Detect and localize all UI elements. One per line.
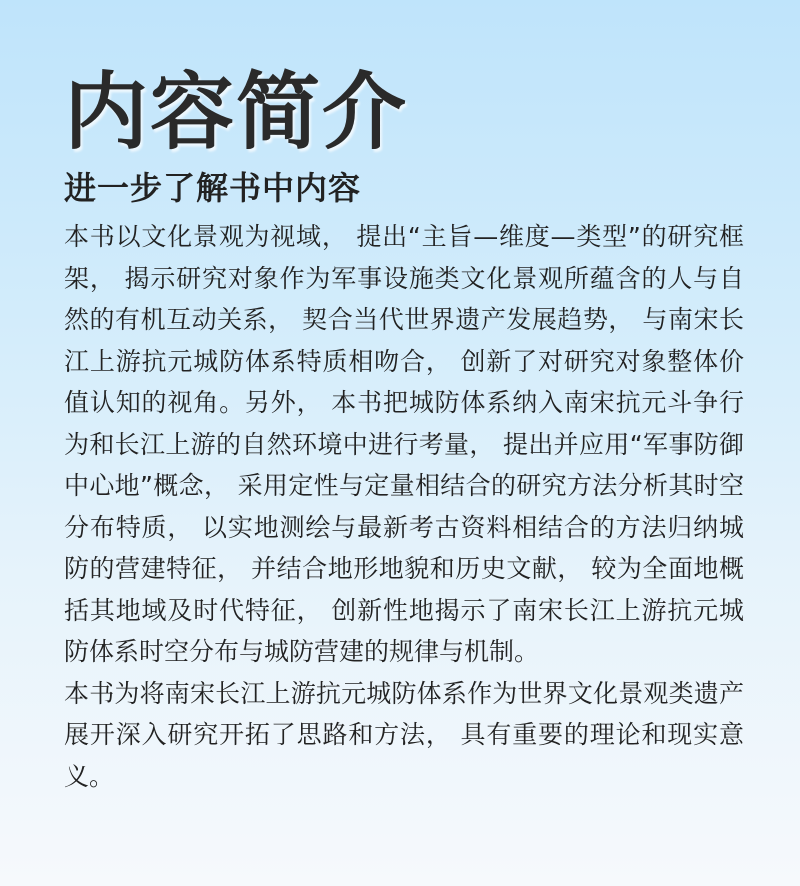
content-intro-page bbox=[64, 62, 744, 797]
page-subtitle: 进一步了解书中内容 bbox=[64, 169, 362, 207]
intro-paragraph-1: 本书以文化景观为视域， 提出“主旨—维度—类型”的研究框架， 揭示研究对象作为军事设施类文化景观所蕴含的人与自然的有机互动关系， 契合当代世界遗产发展趋势， 与南宋长江上游抗元城防体系特质相吻合， 创新了对研究对象整体价值认知的视角。另外， 本书把城防体系纳入南宋抗元斗争行为和长江上游的自然环境中进行考量， 提出并应用“军事防御中心地”概念， 采用定性与定量相结合的研究方法分析其时空分布特质， 以实地测绘与最新考古资料相结合的方法归纳城防的营建特征， 并结合地形地貌和历史文献， 较为全面地概括其地域及时代特征， 创新性地揭示了南宋长江上游抗元城防体系时空分布与城防营建的规律与机制。 bbox=[64, 222, 744, 666]
intro-body bbox=[64, 216, 744, 797]
intro-paragraph-2: 本书为将南宋长江上游抗元城防体系作为世界文化景观类遗产展开深入研究开拓了思路和方法， 具有重要的理论和现实意义。 bbox=[64, 678, 744, 791]
page-title: 内容简介 bbox=[64, 63, 409, 161]
